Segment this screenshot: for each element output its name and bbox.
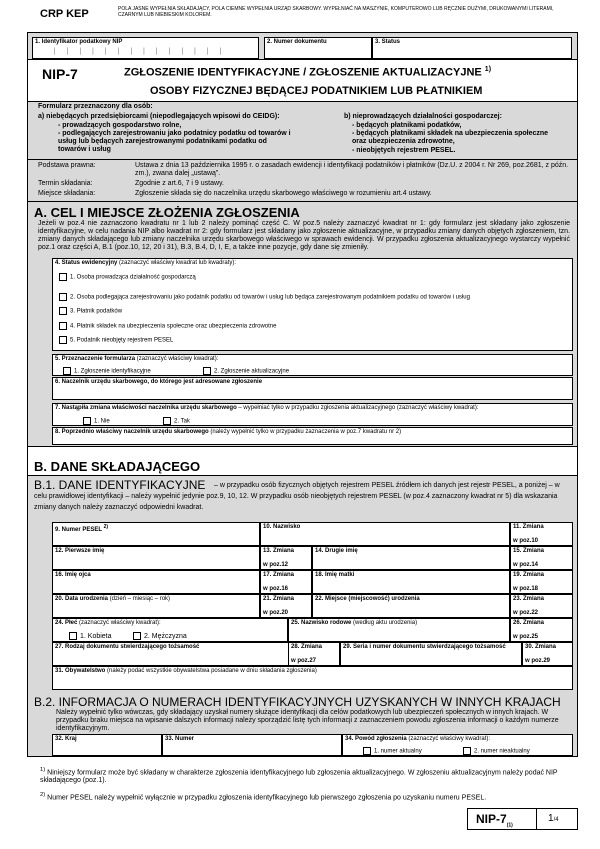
f23-label: 23. Zmiana xyxy=(513,596,545,602)
f21-ref: w poz.20 xyxy=(263,610,289,616)
f16-label: 16. Imię ojca xyxy=(55,572,91,578)
title-block xyxy=(27,60,578,102)
checkbox-icon[interactable] xyxy=(133,632,141,640)
reason-option-current[interactable] xyxy=(363,747,422,756)
pesel-field[interactable] xyxy=(52,522,260,546)
footer-form-sub: (1) xyxy=(506,822,513,829)
title-line-2: OSOBY FIZYCZNEJ BĘDĄCEJ PODATNIKIEM LUB PŁATNIKIEM xyxy=(150,85,483,97)
footer-page-box xyxy=(467,808,578,830)
sex-option-female[interactable] xyxy=(69,632,112,640)
document-number-field xyxy=(264,37,372,59)
f4-option-2[interactable] xyxy=(59,293,470,302)
change-f14-box[interactable] xyxy=(510,546,573,570)
f4-option-2-label: 2. Osoba podlegająca zarejestrowaniu jako podatnik podatku od towarów i usług lub będąca zarejestrowanym podatnikiem podatku od towarów i usług xyxy=(70,294,470,301)
poprzedni-naczelnik-field[interactable] xyxy=(52,427,573,445)
country-field[interactable] xyxy=(52,734,162,756)
f9-footnote-ref: 2) xyxy=(103,524,109,530)
f34-hint: (zaznaczyć właściwy kwadrat): xyxy=(408,736,491,742)
section-a-title: A. CEL I MIEJSCE ZŁOŻENIA ZGŁOSZENIA xyxy=(34,205,300,220)
f7-option-1[interactable] xyxy=(83,417,110,426)
f14-label: 14. Drugie imię xyxy=(315,548,358,554)
birth-date-field[interactable] xyxy=(52,594,260,618)
f30-ref: w poz.29 xyxy=(525,658,551,664)
checkbox-icon[interactable] xyxy=(83,417,91,425)
title-line-1-text: ZGŁOSZENIE IDENTYFIKACYJNE / ZGŁOSZENIE AKTUALIZACYJNE xyxy=(124,66,482,79)
purpose-a-item-1: - prowadzących gospodarstwo rolne, xyxy=(58,122,182,129)
f7-label xyxy=(55,405,479,412)
f25-label xyxy=(291,620,417,627)
f11-label: 11. Zmiana xyxy=(513,524,544,530)
f26-label: 26. Zmiana xyxy=(513,620,545,626)
legal-basis-text: Ustawa z dnia 13 października 1995 r. o zasadach ewidencji i identyfikacji podatników i płatników (Dz.U. z 2004 r. Nr 269, poz.2681, z późn. zm.), zwana dalej „ustawą”. xyxy=(135,162,569,177)
footnote-1-num: 1) xyxy=(40,767,46,773)
f7-hint: – wypełniać tylko w przypadku zgłoszenia aktualizacyjnego (zaznaczyć właściwy kwadrat): xyxy=(238,405,479,411)
f5-option-1-label: 1. Zgłoszenie identyfikacyjne xyxy=(74,368,151,375)
f28-label: 28. Zmiana xyxy=(291,644,323,650)
status-ewidencyjny-field xyxy=(52,258,573,351)
change-f29-box[interactable] xyxy=(522,642,573,666)
f15-ref: w poz.14 xyxy=(513,562,539,568)
f4-hint: (zaznaczyć właściwy kwadrat lub kwadraty): xyxy=(119,260,237,266)
f9-label-text: 9. Numer PESEL xyxy=(55,527,102,533)
f22-label: 22. Miejsce (miejscowość) urodzenia xyxy=(315,596,420,602)
naczelnik-field[interactable] xyxy=(52,377,573,400)
f7-option-1-label: 1. Nie xyxy=(94,418,110,425)
status-label: 3. Status xyxy=(375,39,401,45)
checkbox-icon[interactable] xyxy=(69,632,77,640)
f31-label xyxy=(55,668,317,675)
footnote-2-num: 2) xyxy=(40,792,46,798)
purpose-b-item-1: - będących płatnikami podatków, xyxy=(352,122,462,129)
sex-option-female-label: 1. Kobieta xyxy=(80,632,112,640)
f32-label: 32. Kraj xyxy=(55,736,77,742)
sex-option-male-label: 2. Mężczyzna xyxy=(144,632,187,640)
legal-basis-label: Podstawa prawna: xyxy=(38,162,96,169)
change-f10-box[interactable] xyxy=(510,522,573,546)
purpose-block xyxy=(27,102,578,160)
purpose-a-title: a) niebędących przedsiębiorcami (niepodlegających wpisowi do CEIDG): xyxy=(38,113,280,120)
surname-field[interactable] xyxy=(260,522,510,546)
place-text: Zgłoszenie składa się do naczelnika urzędu skarbowego właściwego w rozumieniu art.4 ustawy. xyxy=(135,190,432,197)
reason-option-current-label: 1. numer aktualny xyxy=(374,748,422,755)
place-label: Miejsce składania: xyxy=(38,190,96,197)
id-doc-number-field[interactable] xyxy=(340,642,522,666)
f8-label xyxy=(55,429,401,436)
f25-label-text: 25. Nazwisko rodowe xyxy=(291,620,352,626)
purpose-b-title: b) nieprowadzących działalności gospodarczej: xyxy=(344,113,502,120)
f4-option-3-label: 3. Płatnik podatków xyxy=(70,308,123,315)
f11-ref: w poz.10 xyxy=(513,538,539,544)
change-f22-box[interactable] xyxy=(510,594,573,618)
zmiana-wlasciwosci-field xyxy=(52,403,573,426)
change-f18-box[interactable] xyxy=(510,570,573,594)
f25-hint: (według aktu urodzenia) xyxy=(353,620,418,626)
f20-label xyxy=(55,596,170,603)
checkbox-icon[interactable] xyxy=(59,273,67,281)
f24-hint: (zaznaczyć właściwy kwadrat): xyxy=(79,620,161,626)
foreign-number-field[interactable] xyxy=(162,734,342,756)
nip-field[interactable] xyxy=(32,37,259,59)
checkbox-icon[interactable] xyxy=(63,367,71,375)
f7-label-text: 7. Nastąpiła zmiana właściwości naczelnika urzędu skarbowego xyxy=(55,405,237,411)
id-doc-type-field[interactable] xyxy=(52,642,312,666)
f17-ref: w poz.16 xyxy=(263,586,289,592)
f5-label-text: 5. Przeznaczenie formularza xyxy=(55,356,136,362)
sex-field xyxy=(52,618,288,642)
form-code-title: NIP-7 xyxy=(42,66,78,82)
f31-label-text: 31. Obywatelstwo xyxy=(55,668,106,674)
checkbox-icon[interactable] xyxy=(59,336,67,344)
checkbox-icon[interactable] xyxy=(59,293,67,301)
f17-label: 17. Zmiana xyxy=(263,572,295,578)
f31-hint: (należy podać wszystkie obywatelstwa posiadane w dniu składania zgłoszenia) xyxy=(107,668,317,674)
f7-option-2[interactable] xyxy=(163,417,190,426)
f33-label: 33. Numer xyxy=(165,736,195,742)
f15-label: 15. Zmiana xyxy=(513,548,545,554)
purpose-b-item-2: - będących płatnikami składek na ubezpieczenia społeczne oraz ubezpieczenia zdrowotne, xyxy=(352,130,549,145)
f20-label-text: 20. Data urodzenia xyxy=(55,596,109,602)
f24-label xyxy=(55,620,161,627)
change-f25-box[interactable] xyxy=(510,618,573,642)
purpose-heading: Formularz przeznaczony dla osób: xyxy=(38,103,153,110)
checkbox-icon[interactable] xyxy=(363,747,371,755)
section-a-intro: Jeżeli w poz.4 nie zaznaczono kwadratu nr 1 lub 2 należy pominąć część C. W poz.5 należy zaznaczyć kwadrat nr 1: gdy formularz jest składany jako zgłoszenie identyfikacyjne, w celu nadania NIP albo kwadrat nr 2: gdy formularz jest składany jako zgłoszenie aktualizacyjne, w przypadku zmiany danych objętych zgłoszeniem, tzn. zmiany danych składającego lub zmiany naczelnika urzędu skarbowego właściwego w sprawach ewidencji. W przypadku zgłoszenia aktualizacyjnego wystarczy wypełnić poz.1 oraz części A, B.1 (poz.10, 12, 20 i 31), B.3, B.4, D, I, E, a także inne pozycje, gdy dane się zmieniły. xyxy=(38,220,570,251)
form-code-header: CRP KEP xyxy=(40,8,89,20)
section-a xyxy=(27,202,578,447)
f5-option-2-label: 2. Zgłoszenie aktualizacyjne xyxy=(214,368,290,375)
citizenship-field[interactable] xyxy=(52,666,573,690)
status-field xyxy=(372,37,572,59)
footnote-2 xyxy=(40,791,570,802)
reason-option-outdated-label: 2. numer nieaktualny xyxy=(474,748,530,755)
document-number-label: 2. Numer dokumentu xyxy=(267,39,327,45)
reason-option-outdated[interactable] xyxy=(463,747,530,756)
checkbox-icon[interactable] xyxy=(163,417,171,425)
page-total: /4 xyxy=(553,817,559,823)
legal-block xyxy=(27,160,578,202)
sex-option-male[interactable] xyxy=(133,632,187,640)
f13-ref: w poz.12 xyxy=(263,562,289,568)
f24-label-text: 24. Płeć xyxy=(55,620,78,626)
f8-label-text: 8. Poprzednio właściwy naczelnik urzędu skarbowego xyxy=(55,429,209,435)
title-line-1 xyxy=(124,66,491,79)
f4-option-1[interactable] xyxy=(59,273,196,282)
f27-label: 27. Rodzaj dokumentu stwierdzającego tożsamość xyxy=(55,644,200,650)
f4-option-4[interactable] xyxy=(59,322,276,331)
top-fields-bar xyxy=(27,32,578,60)
checkbox-icon[interactable] xyxy=(203,367,211,375)
f4-option-4-label: 4. Płatnik składek na ubezpieczenia społeczne oraz ubezpieczenia zdrowotne xyxy=(70,323,277,330)
f8-hint: (należy wypełnić tylko w przypadku zaznaczenia w poz.7 kwadratu nr 2) xyxy=(210,429,402,435)
f34-label-text: 34. Powód zgłoszenia xyxy=(345,736,407,742)
f21-label: 21. Zmiana xyxy=(263,596,295,602)
f4-option-3[interactable] xyxy=(59,307,122,316)
deadline-label: Termin składania: xyxy=(38,180,93,187)
f19-ref: w poz.18 xyxy=(513,586,539,592)
footer-divider xyxy=(536,809,537,829)
change-f12-box[interactable] xyxy=(260,546,312,570)
page-number xyxy=(548,813,559,824)
f4-option-5[interactable] xyxy=(59,336,173,345)
przeznaczenie-field xyxy=(52,354,573,376)
f26-ref: w poz.25 xyxy=(513,634,539,640)
checkbox-icon[interactable] xyxy=(59,307,67,315)
f4-option-1-label: 1. Osoba prowadząca działalność gospodarczą xyxy=(70,274,196,281)
footnote-1 xyxy=(40,766,570,785)
f18-label: 18. Imię matki xyxy=(315,572,355,578)
change-f16-box[interactable] xyxy=(260,570,312,594)
footer-form-code xyxy=(476,812,513,828)
f7-option-2-label: 2. Tak xyxy=(174,418,190,425)
footnote-1-text: Niniejszy formularz może być składany w charakterze zgłoszenia identyfikacyjnego lub zgłoszenia aktualizacyjnego. W zgłoszeniu aktualizacyjnym należy podać NIP składającego (poz.1). xyxy=(40,769,558,785)
father-name-field[interactable] xyxy=(52,570,260,594)
first-name-field[interactable] xyxy=(52,546,260,570)
f5-option-1[interactable] xyxy=(63,367,151,376)
f4-option-5-label: 5. Podatnik nieobjęty rejestrem PESEL xyxy=(70,337,174,344)
nip-label: 1. Identyfikator podatkowy NIP xyxy=(35,39,123,45)
nip-ticks: ││││││││││││││ xyxy=(53,49,232,55)
f34-label xyxy=(345,736,490,743)
footer-form-name: NIP-7 xyxy=(476,812,507,826)
f4-label-text: 4. Status ewidencyjny xyxy=(55,260,118,266)
birth-place-field[interactable] xyxy=(312,594,510,618)
purpose-a-item-2: - podlegających zarejestrowaniu jako podatnicy podatku od towarów i usług lub będących zarejestrowanymi podatnikami podatku od towarów i usług xyxy=(58,130,291,153)
f23-ref: w poz.22 xyxy=(513,610,539,616)
b2-title: B.2. INFORMACJA O NUMERACH IDENTYFIKACYJNYCH UZYSKANYCH W INNYCH KRAJACH xyxy=(34,695,561,709)
f30-label: 30. Zmiana xyxy=(525,644,557,650)
reason-field xyxy=(342,734,573,756)
mother-name-field[interactable] xyxy=(312,570,510,594)
f13-label: 13. Zmiana xyxy=(263,548,295,554)
section-b xyxy=(27,447,578,757)
section-b-title: B. DANE SKŁADAJĄCEGO xyxy=(34,459,201,474)
b1-text: – w przypadku osób fizycznych objętych rejestrem PESEL źródłem ich danych jest rejestr PESEL, a poniżej – w celu prawidłowej identyfikacji – należy wypełnić jedynie poz.9, 10, 12. W przypadku osób nieobjętych rejestrem PESEL (w poz.4 zaznaczony kwadrat nr 5) dla wskazania zmiany danych należy zaznaczyć odpowiedni kwadrat. xyxy=(34,482,560,511)
checkbox-icon[interactable] xyxy=(463,747,471,755)
footnote-2-text: Numer PESEL należy wypełnić wyłącznie w przypadku zgłoszenia identyfikacyjnego lub pierwszego zgłoszenia po uzyskaniu numeru PESEL. xyxy=(47,794,487,802)
header-instructions: POLA JASNE WYPEŁNIA SKŁADAJĄCY, POLA CIEMNE WYPEŁNIA URZĄD SKARBOWY. WYPEŁNIAĆ NA MASZYNIE, KOMPUTEROWO LUB RĘCZNIE DUŻYMI, DRUKOWANYMI LITERAMI, CZARNYM LUB NIEBIESKIM KOLOREM. xyxy=(118,6,554,18)
page-current: 1 xyxy=(548,813,554,824)
b1-divider xyxy=(28,475,577,476)
change-f27-box[interactable] xyxy=(288,642,340,666)
f4-label xyxy=(55,260,236,267)
title-footnote-ref: 1) xyxy=(484,66,492,73)
b2-text: Należy wypełnić tylko wówczas, gdy składający uzyskał numery służące identyfikacji dla celów podatkowych lub ubezpieczeń społecznych w innych krajach. W przypadku braku miejsca na wpisanie dalszych informacji należy sporządzić listę tych informacji z zaznaczeniem powodu zgłoszenia informacji o każdym numerze identyfikacyjnym. xyxy=(56,709,559,732)
change-f20-box[interactable] xyxy=(260,594,312,618)
b1-title: B.1. DANE IDENTYFIKACYJNE xyxy=(34,478,206,492)
f6-label: 6. Naczelnik urzędu skarbowego, do którego jest adresowane zgłoszenie xyxy=(55,379,263,385)
f20-hint: (dzień – miesiąc – rok) xyxy=(109,596,171,602)
f5-hint: (zaznaczyć właściwy kwadrat): xyxy=(136,356,219,362)
purpose-b-item-3: - nieobjętych rejestrem PESEL. xyxy=(352,147,456,154)
deadline-text: Zgodnie z art.6, 7 i 9 ustawy. xyxy=(135,180,224,187)
f28-ref: w poz.27 xyxy=(291,658,317,664)
f12-label: 12. Pierwsze imię xyxy=(55,548,105,554)
f9-label xyxy=(55,524,108,534)
checkbox-icon[interactable] xyxy=(59,322,67,330)
f5-label xyxy=(55,356,218,363)
second-name-field[interactable] xyxy=(312,546,510,570)
f29-label: 29. Seria i numer dokumentu stwierdzającego tożsamość xyxy=(343,644,506,650)
f10-label: 10. Nazwisko xyxy=(263,524,301,530)
f19-label: 19. Zmiana xyxy=(513,572,545,578)
family-name-field[interactable] xyxy=(288,618,510,642)
f5-option-2[interactable] xyxy=(203,367,289,376)
